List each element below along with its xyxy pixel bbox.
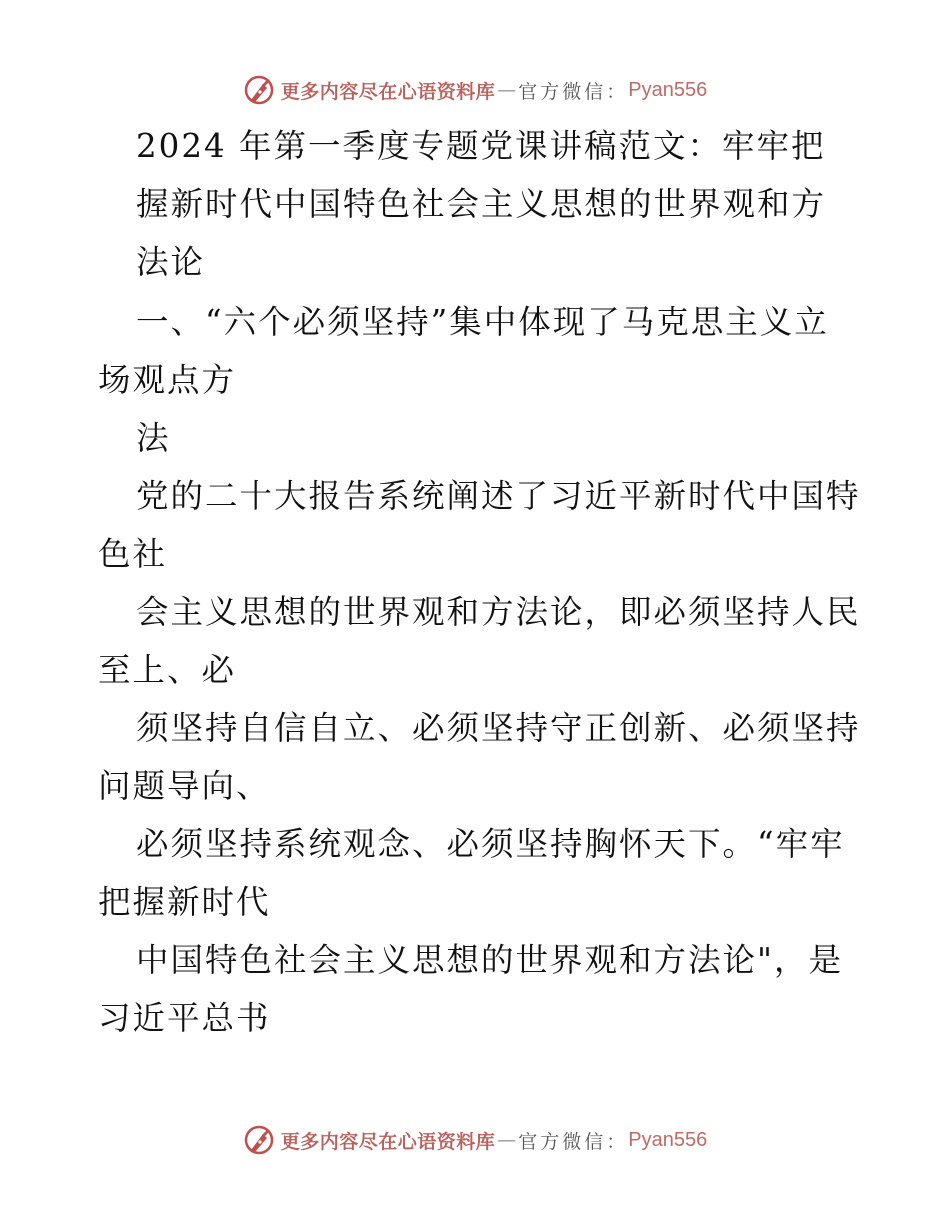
watermark-dash: — [497,1129,517,1151]
pen-nib-logo-icon [243,1124,275,1156]
paragraph-line: 必须坚持系统观念、必须坚持胸怀天下。“牢牢 [136,825,845,863]
watermark-wechat-id: Pyan556 [628,1128,708,1151]
watermark-wechat-label: 官方微信： [518,1130,629,1153]
pen-nib-logo-icon [243,74,275,106]
header-watermark-banner [0,70,950,110]
section-heading-line-3: 法 [136,419,171,457]
paragraph-line: 须坚持自信自立、必须坚持守正创新、必须坚持 [136,709,861,747]
title-line-3: 法论 [136,243,206,281]
watermark-wechat-id: Pyan556 [628,78,708,101]
paragraph-line: 把握新时代 [98,883,271,921]
paragraph-line: 色社 [98,535,168,573]
paragraph-line: 党的二十大报告系统阐述了习近平新时代中国特 [136,477,861,515]
paragraph-line: 问题导向、 [98,767,271,805]
section-heading-line-2: 场观点方 [98,361,237,399]
paragraph-line: 会主义思想的世界观和方法论，即必须坚持人民 [136,593,861,631]
paragraph-line: 至上、必 [98,651,237,689]
watermark-dash: — [497,79,517,101]
paragraph-line: 习近平总书 [98,999,271,1037]
title-line-2: 握新时代中国特色社会主义思想的世界观和方 [136,185,827,223]
watermark-brand-text: 更多内容尽在心语资料库 [280,1130,496,1153]
title-line-1: 2024 年第一季度专题党课讲稿范文：牢牢把 [136,127,826,165]
footer-watermark-banner [0,1120,950,1160]
watermark-brand-text: 更多内容尽在心语资料库 [280,80,496,103]
watermark-wechat-label: 官方微信： [518,80,629,103]
section-heading-line-1: 一、“六个必须坚持”集中体现了马克思主义立 [136,303,829,341]
paragraph-line: 中国特色社会主义思想的世界观和方法论"，是 [136,941,843,979]
